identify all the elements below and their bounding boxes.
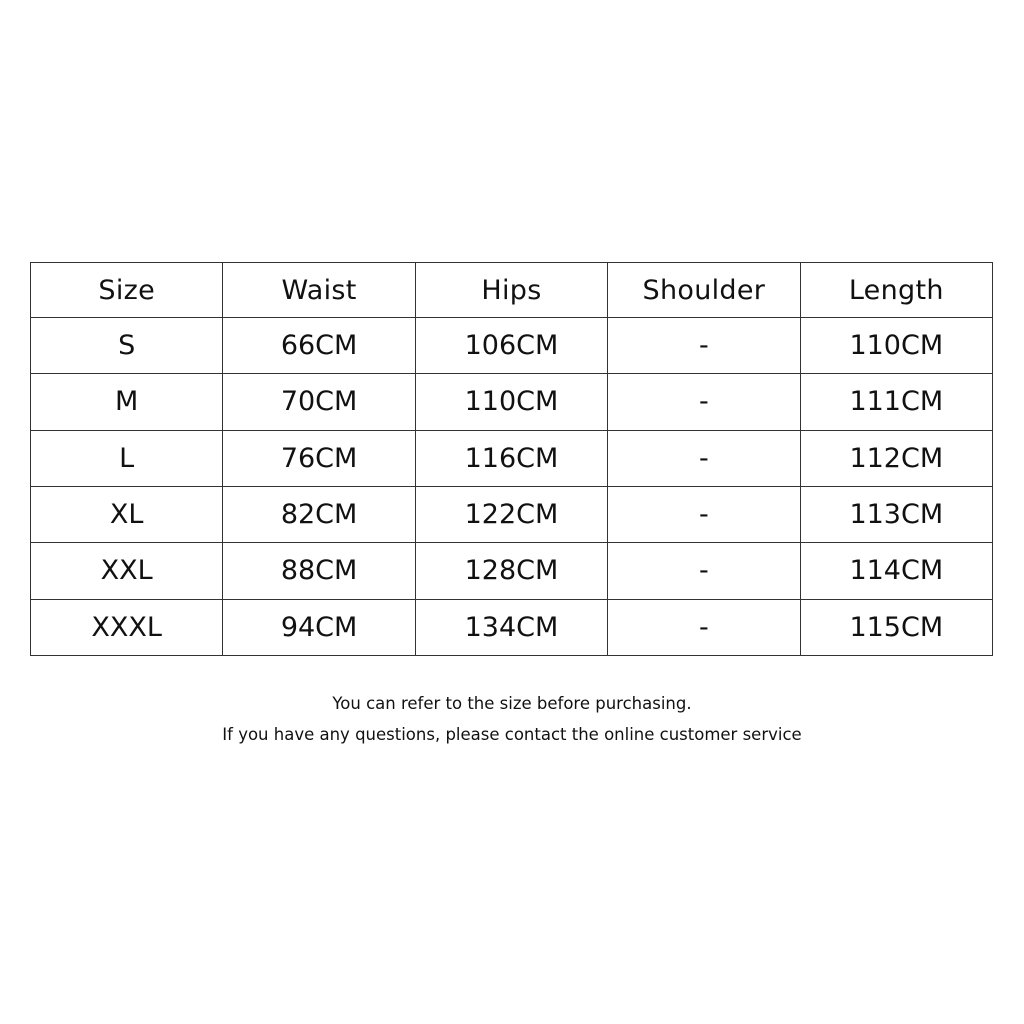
cell-waist: 70CM — [223, 374, 415, 430]
cell-size: S — [31, 318, 223, 374]
cell-size: XL — [31, 486, 223, 542]
size-reference-note: You can refer to the size before purchasing. — [332, 694, 692, 713]
cell-waist: 66CM — [223, 318, 415, 374]
header-hips: Hips — [415, 263, 607, 318]
cell-hips: 116CM — [415, 430, 607, 486]
cell-size: XXL — [31, 543, 223, 599]
cell-shoulder: - — [608, 543, 800, 599]
customer-service-note: If you have any questions, please contact the online customer service — [222, 725, 802, 744]
cell-size: M — [31, 374, 223, 430]
cell-shoulder: - — [608, 318, 800, 374]
table-row — [31, 318, 993, 374]
table-row — [31, 599, 993, 655]
size-chart-table — [30, 262, 993, 656]
cell-waist: 76CM — [223, 430, 415, 486]
cell-length: 115CM — [800, 599, 992, 655]
cell-waist: 88CM — [223, 543, 415, 599]
header-length: Length — [800, 263, 992, 318]
cell-length: 113CM — [800, 486, 992, 542]
cell-length: 114CM — [800, 543, 992, 599]
header-size: Size — [31, 263, 223, 318]
cell-hips: 106CM — [415, 318, 607, 374]
cell-length: 110CM — [800, 318, 992, 374]
table-row — [31, 374, 993, 430]
cell-hips: 110CM — [415, 374, 607, 430]
cell-hips: 122CM — [415, 486, 607, 542]
cell-shoulder: - — [608, 486, 800, 542]
cell-size: XXXL — [31, 599, 223, 655]
table-row — [31, 430, 993, 486]
cell-waist: 94CM — [223, 599, 415, 655]
header-shoulder: Shoulder — [608, 263, 800, 318]
cell-length: 112CM — [800, 430, 992, 486]
cell-waist: 82CM — [223, 486, 415, 542]
cell-shoulder: - — [608, 599, 800, 655]
cell-shoulder: - — [608, 430, 800, 486]
header-waist: Waist — [223, 263, 415, 318]
cell-hips: 134CM — [415, 599, 607, 655]
table-row — [31, 543, 993, 599]
cell-hips: 128CM — [415, 543, 607, 599]
table-row — [31, 486, 993, 542]
cell-size: L — [31, 430, 223, 486]
cell-shoulder: - — [608, 374, 800, 430]
cell-length: 111CM — [800, 374, 992, 430]
table-header-row — [31, 263, 993, 318]
